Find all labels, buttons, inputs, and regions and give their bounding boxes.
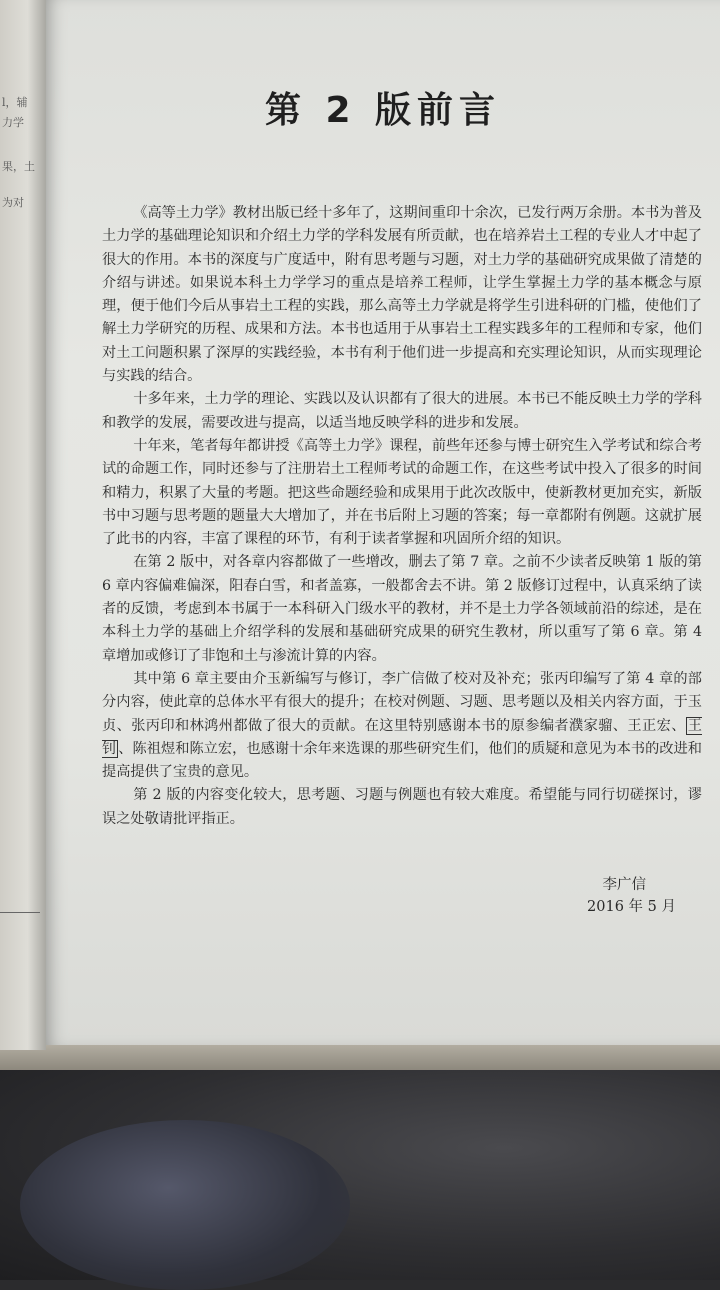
page-title: 第 2 版前言	[264, 90, 502, 131]
left-facing-page	[0, 0, 46, 1050]
left-page-fragment: l，辅	[2, 96, 28, 109]
paragraph-3: 十年来，笔者每年都讲授《高等土力学》课程，前些年还参与博士研究生入学考试和综合考试的命题工作，同时还参与了注册岩土工程师考试的命题工作，在这些考试中投入了很多的时间和精力，积累了大量的考题。把这些命题经验和成果用于此次改版中，使新教材更加充实，新版书中习题与思考题的题量大大增加了，并在书后附上习题的答案；每一章都附有例题。这就扩展了此书的内容，丰富了课程的环节，有利于读者掌握和巩固所介绍的知识。	[102, 437, 702, 548]
preface-page	[46, 0, 720, 1045]
preface-body	[102, 202, 702, 831]
paragraph-5-tail: 、陈祖煜和陈立宏，也感谢十余年来选课的那些研究生们，他们的质疑和意见为本书的改进和提高提供了宝贵的意见。	[102, 740, 702, 781]
paragraph-4: 在第 2 版中，对各章内容都做了一些增改，删去了第 7 章。之前不少读者反映第 1 版的第 6 章内容偏难偏深，阳春白雪，和者盖寡，一般都舍去不讲。第 2 版修订过程中，认真采纳了读者的反馈，考虑到本书属于一本科研入门级水平的教材，并不是土力学各领域前沿的综述，是在本科土力学的基础上介绍学科的发展和基础研究成果的研究生教材，所以重写了第 6 章。第 4 章增加或修订了非饱和土与渗流计算的内容。	[102, 554, 702, 664]
signature-block	[516, 874, 676, 918]
signature-date: 2016 年 5 月	[587, 899, 676, 915]
boxed-name: 王钊	[102, 717, 702, 757]
left-page-fragment: 为对	[2, 196, 24, 209]
paragraph-5	[102, 668, 702, 784]
author-name: 李广信	[602, 877, 646, 893]
left-page-fragment: 果，土	[2, 160, 35, 173]
paragraph-1: 《高等土力学》教材出版已经十多年了，这期间重印十余次，已发行两万余册。本书为普及土力学的基础理论知识和介绍土力学的学科发展有所贡献，也在培养岩土工程的专业人才中起了很大的作用。本书的深度与广度适中，附有思考题与习题，对土力学的基础研究成果做了清楚的介绍与讲述。如果说本科土力学学习的重点是培养工程师，让学生掌握土力学的基本概念与原理，便于他们今后从事岩土工程的实践，那么高等土力学就是将学生引进科研的门槛，使他们了解土力学研究的历程、成果和方法。本书也适用于从事岩土工程实践多年的工程师和专家，他们对土工问题积累了深厚的实践经验，本书有利于他们进一步提高和充实理论知识，从而实现理论与实践的结合。	[102, 205, 702, 385]
paragraph-2: 十多年来，土力学的理论、实践以及认识都有了很大的进展。本书已不能反映土力学的学科和教学的发展，需要改进与提高，以适当地反映学科的进步和发展。	[102, 391, 702, 431]
foot-shadow	[20, 1120, 350, 1290]
left-page-fragment: 力学	[2, 116, 24, 129]
paragraph-6: 第 2 版的内容变化较大，思考题、习题与例题也有较大难度。希望能与同行切磋探讨，谬误之处敬请批评指正。	[102, 787, 702, 827]
left-page-rule	[0, 912, 40, 913]
paragraph-5-head: 其中第 6 章主要由介玉新编写与修订，李广信做了校对及补充；张丙印编写了第 4 章的部分内容，使此章的总体水平有很大的提升；在校对例题、习题、思考题以及相关内容方面，于玉贞、张丙印和林鸿州都做了很大的贡献。在这里特别感谢本书的原参编者濮家骝、王正宏、	[102, 670, 702, 734]
